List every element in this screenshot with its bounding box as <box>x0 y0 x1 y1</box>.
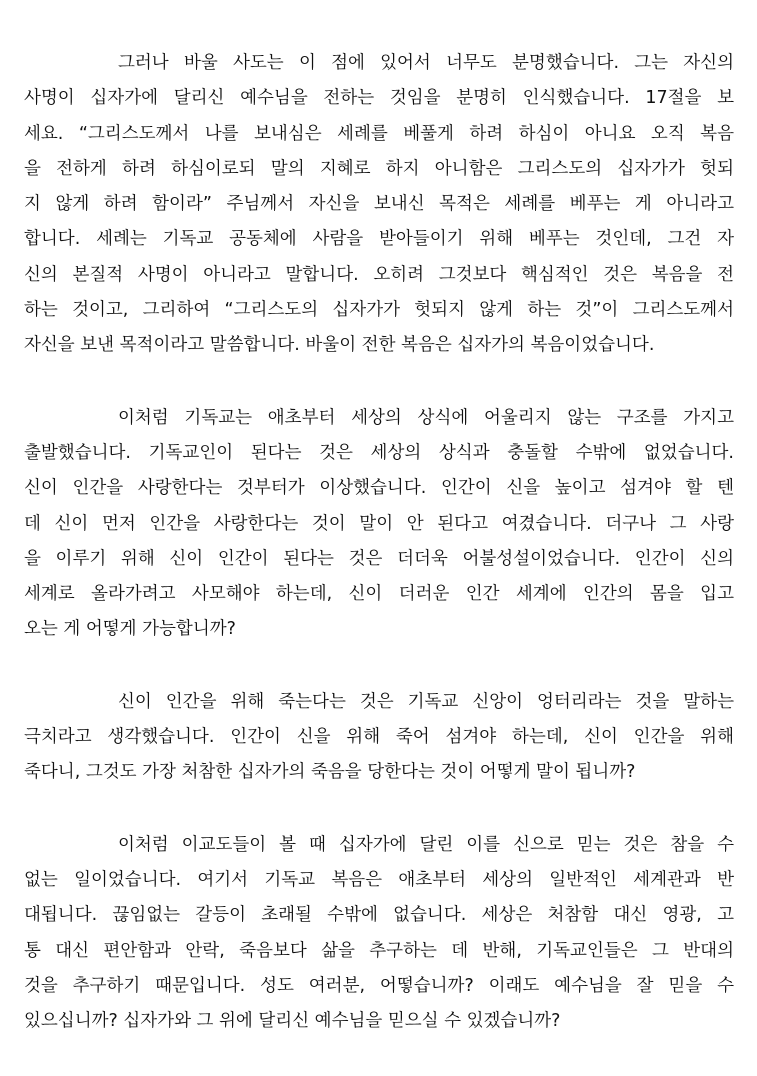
text-line: 데 신이 먼저 인간을 사랑한다는 것이 말이 안 된다고 여겼습니다. 더구나 그 사랑 <box>24 513 734 534</box>
text-line: 을 이루기 위해 신이 인간이 된다는 것은 더더욱 어불성설이었습니다. 인간이 신의 <box>24 548 734 569</box>
text-line: 사명이 십자가에 달리신 예수님을 전하는 것임을 분명히 인식했습니다. 17절을 보 <box>24 88 734 109</box>
text-line: 극치라고 생각했습니다. 인간이 신을 위해 죽어 섬겨야 하는데, 신이 인간을 위해 <box>24 727 734 748</box>
text-line: 을 전하게 하려 하심이로되 말의 지혜로 하지 아니함은 그리스도의 십자가가 헛되 <box>24 158 734 179</box>
text-line: 신이 인간을 사랑한다는 것부터가 이상했습니다. 인간이 신을 높이고 섬겨야 할 텐 <box>24 478 734 499</box>
paragraph-1 <box>24 46 734 364</box>
text-line: 하는 것이고, 그리하여 “그리스도의 십자가가 헛되지 않게 하는 것”이 그리스도께서 <box>24 300 734 321</box>
text-line: 이처럼 이교도들이 볼 때 십자가에 달린 이를 신으로 믿는 것은 참을 수 <box>118 834 734 855</box>
text-line: 합니다. 세례는 기독교 공동체에 사람을 받아들이기 위해 베푸는 것인데, 그건 자 <box>24 229 734 250</box>
text-line: 신이 인간을 위해 죽는다는 것은 기독교 신앙이 엉터리라는 것을 말하는 <box>118 691 734 712</box>
text-line: 출발했습니다. 기독교인이 된다는 것은 세상의 상식과 충돌할 수밖에 없었습니다. <box>24 442 734 463</box>
document-body <box>24 46 734 1076</box>
paragraph-4 <box>24 828 734 1040</box>
text-line: 있으십니까? 십자가와 그 위에 달리신 예수님을 믿으실 수 있겠습니까? <box>24 1011 561 1032</box>
text-line: 세요. “그리스도께서 나를 보내심은 세례를 베풀게 하려 하심이 아니요 오직 복음 <box>24 123 734 144</box>
text-line: 오는 게 어떻게 가능합니까? <box>24 619 236 640</box>
paragraph-2 <box>24 401 734 648</box>
text-line: 이처럼 기독교는 애초부터 세상의 상식에 어울리지 않는 구조를 가지고 <box>118 407 734 428</box>
text-line: 죽다니, 그것도 가장 처참한 십자가의 죽음을 당한다는 것이 어떻게 말이 됩니까? <box>24 762 636 783</box>
paragraph-3 <box>24 685 734 791</box>
text-line: 없는 일이었습니다. 여기서 기독교 복음은 애초부터 세상의 일반적인 세계관과 반 <box>24 869 734 890</box>
text-line: 것을 추구하기 때문입니다. 성도 여러분, 어떻습니까? 이래도 예수님을 잘 믿을 수 <box>24 975 734 996</box>
text-line: 그러나 바울 사도는 이 점에 있어서 너무도 분명했습니다. 그는 자신의 <box>118 53 734 73</box>
text-line: 지 않게 하려 함이라” 주님께서 자신을 보내신 목적은 세례를 베푸는 게 아니라고 <box>24 194 734 215</box>
text-line: 대됩니다. 끊임없는 갈등이 초래될 수밖에 없습니다. 세상은 처참함 대신 영광, 고 <box>24 905 734 926</box>
text-line: 세계로 올라가려고 사모해야 하는데, 신이 더러운 인간 세계에 인간의 몸을 입고 <box>24 584 734 605</box>
text-line: 통 대신 편안함과 안락, 죽음보다 삶을 추구하는 데 반해, 기독교인들은 그 반대의 <box>24 940 734 961</box>
text-line: 신의 본질적 사명이 아니라고 말합니다. 오히려 그것보다 핵심적인 것은 복음을 전 <box>24 264 734 285</box>
text-line: 자신을 보낸 목적이라고 말씀합니다. 바울이 전한 복음은 십자가의 복음이었습니다. <box>24 335 655 356</box>
